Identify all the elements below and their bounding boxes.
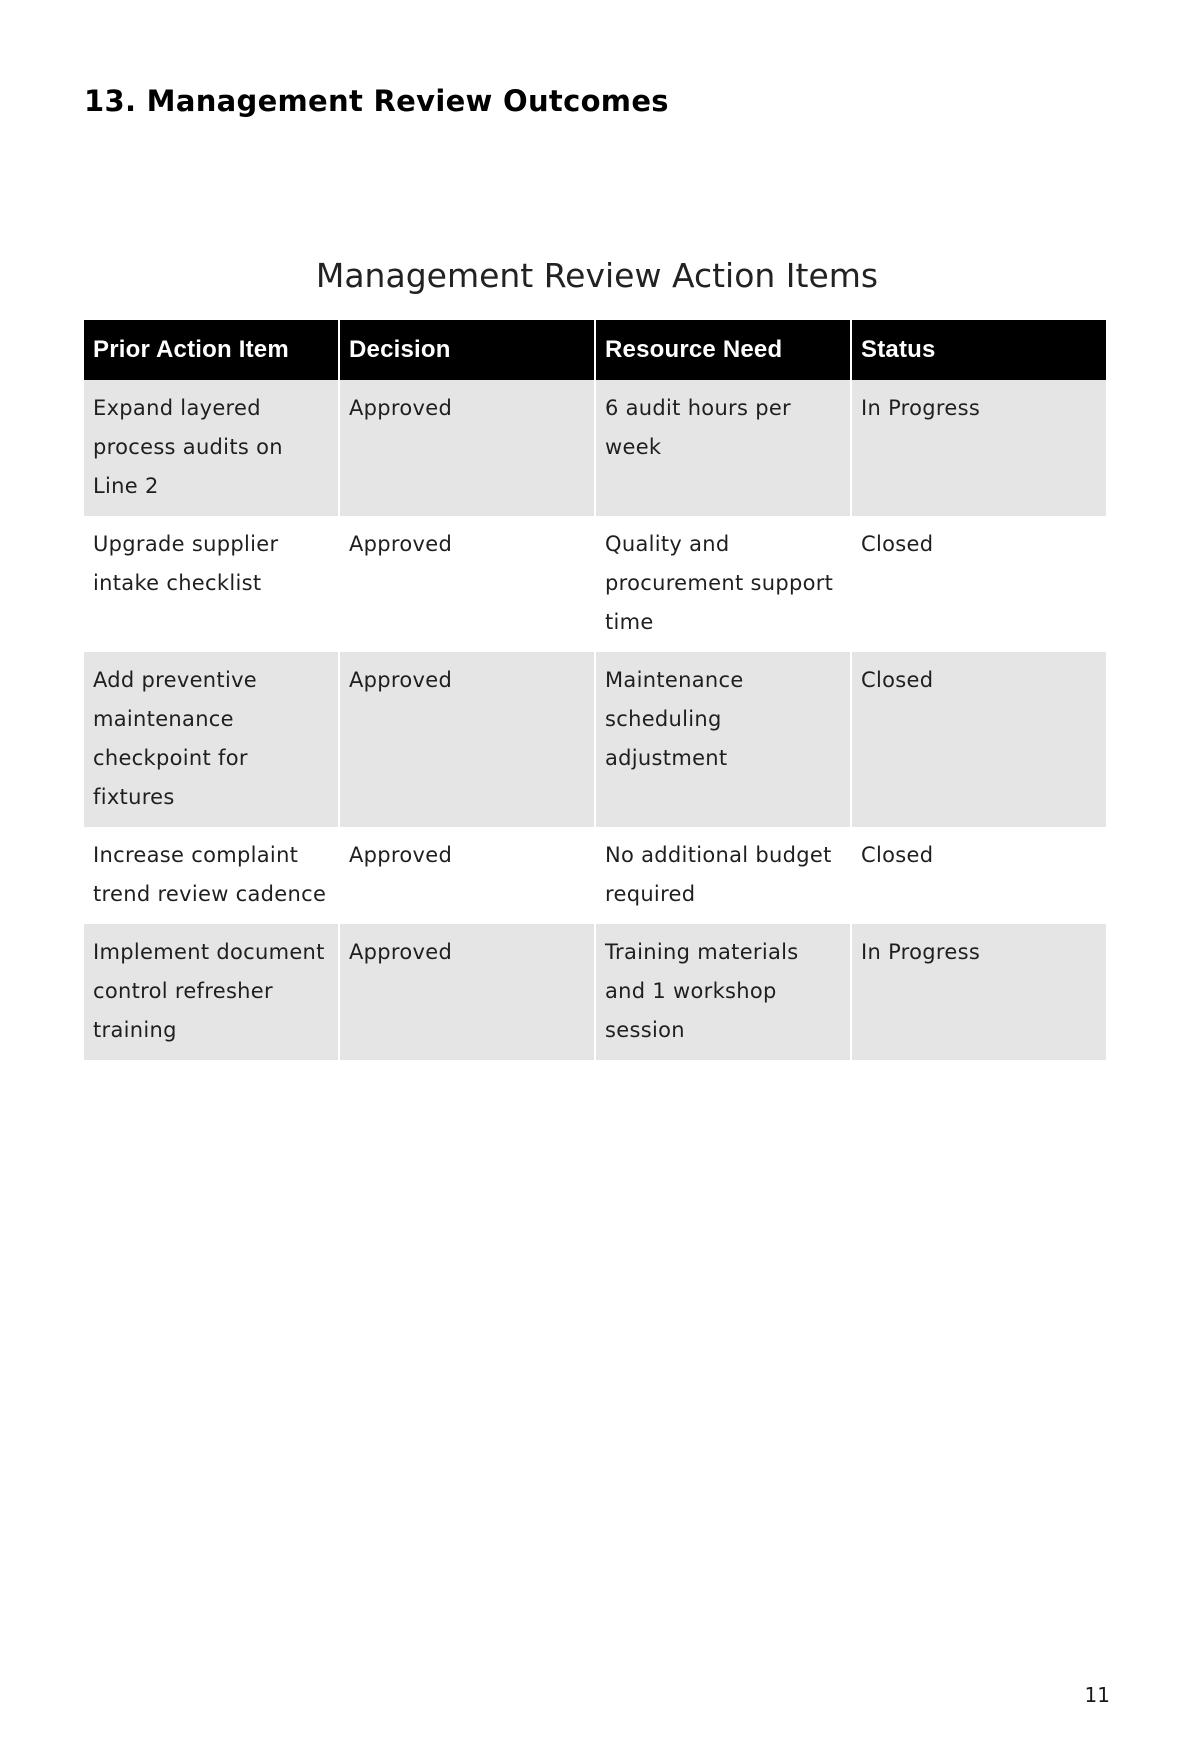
table-row xyxy=(84,827,1106,924)
column-header-status: Status xyxy=(852,320,1106,380)
cell-status: Closed xyxy=(852,827,1106,924)
cell-resource-need: No additional budget required xyxy=(596,827,850,924)
cell-resource-need: Training materials and 1 workshop session xyxy=(596,924,850,1060)
column-header-decision: Decision xyxy=(340,320,594,380)
cell-resource-need: 6 audit hours per week xyxy=(596,380,850,516)
cell-resource-need: Maintenance scheduling adjustment xyxy=(596,652,850,827)
cell-decision: Approved xyxy=(340,827,594,924)
table-header-row xyxy=(84,320,1106,380)
cell-decision: Approved xyxy=(340,516,594,652)
cell-prior-action-item: Upgrade supplier intake checklist xyxy=(84,516,338,652)
cell-decision: Approved xyxy=(340,380,594,516)
cell-status: Closed xyxy=(852,516,1106,652)
cell-status: In Progress xyxy=(852,380,1106,516)
cell-prior-action-item: Increase complaint trend review cadence xyxy=(84,827,338,924)
cell-decision: Approved xyxy=(340,924,594,1060)
cell-prior-action-item: Add preventive maintenance checkpoint for fixtures xyxy=(84,652,338,827)
table-row xyxy=(84,380,1106,516)
column-header-resource-need: Resource Need xyxy=(596,320,850,380)
table-title: Management Review Action Items xyxy=(315,256,879,295)
section-heading: 13. Management Review Outcomes xyxy=(84,84,669,118)
cell-resource-need: Quality and procurement support time xyxy=(596,516,850,652)
table-row xyxy=(84,652,1106,827)
action-items-table xyxy=(82,320,1108,1060)
table-row xyxy=(84,516,1106,652)
cell-decision: Approved xyxy=(340,652,594,827)
column-header-prior-action-item: Prior Action Item xyxy=(84,320,338,380)
table-row xyxy=(84,924,1106,1060)
cell-status: In Progress xyxy=(852,924,1106,1060)
cell-prior-action-item: Implement document control refresher training xyxy=(84,924,338,1060)
cell-prior-action-item: Expand layered process audits on Line 2 xyxy=(84,380,338,516)
cell-status: Closed xyxy=(852,652,1106,827)
page-number: 11 xyxy=(1084,1683,1110,1707)
